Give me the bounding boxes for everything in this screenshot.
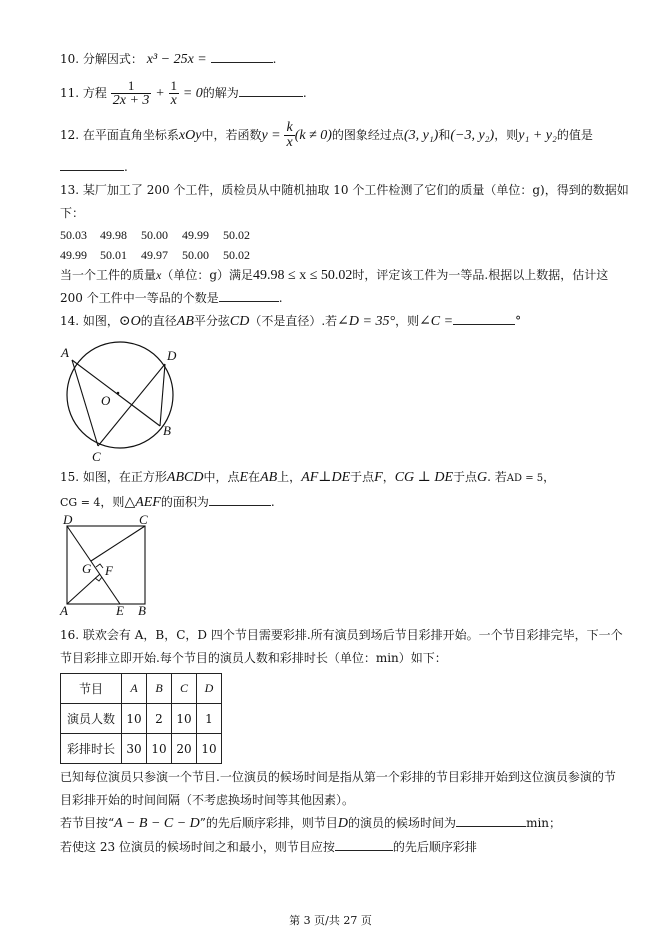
data-value: 50.00	[141, 228, 168, 242]
label-f: F	[105, 563, 113, 578]
q10-period: .	[272, 52, 277, 66]
table-row	[61, 734, 222, 764]
q13-text: 当一个工件的质量	[60, 268, 157, 282]
circle-figure	[56, 340, 186, 465]
q13-line-1: 13. 某厂加工了 200 个工件，质检员从中随机抽取 10 个工件检测了它们的质量（单位：g)，得到的数据如	[60, 183, 629, 197]
point-2: (−3, y₂)	[450, 128, 495, 143]
q15-text: 中，点	[203, 470, 240, 484]
q15-text: ，	[382, 470, 395, 484]
data-value: 49.99	[182, 228, 209, 242]
q15-text: 在	[248, 470, 261, 484]
answer-blank	[211, 50, 273, 63]
circle-symbol: ⊙O	[118, 314, 141, 329]
data-value: 49.98	[100, 228, 127, 242]
answer-blank	[453, 312, 515, 325]
question-15	[60, 468, 555, 488]
table-cell: 演员人数	[61, 704, 122, 734]
q14-text: （不是直径）.若	[249, 314, 338, 328]
variable-x: x	[156, 268, 162, 282]
table-header: B	[147, 674, 172, 704]
data-value: 50.02	[223, 248, 250, 262]
q13-line-2: 下：	[60, 206, 85, 220]
q16-line-4: 目彩排开始的时间间隔（不考虑换场时间等其他因素）。	[60, 793, 355, 807]
q11-number: 11. 方程	[60, 86, 107, 100]
answer-blank	[239, 84, 303, 97]
answer-blank	[335, 838, 393, 851]
answer-blank	[219, 289, 279, 302]
segment-cd: CD	[229, 314, 250, 329]
data-value: 49.97	[141, 248, 168, 262]
q15-text: 上，	[277, 470, 302, 484]
angle-c: ∠C =	[419, 314, 454, 329]
q12-text: 的图象经过点	[331, 128, 404, 142]
q12-text: 12. 在平面直角坐标系	[60, 128, 179, 142]
q16-line-5	[60, 814, 561, 833]
q16-line-3: 已知每位演员只参演一个节目.一位演员的候场时间是指从第一个彩排的节目彩排开始到这位演员参演的节	[60, 770, 616, 784]
label-o: O	[101, 393, 111, 408]
sum-expression: y₁ + y₂	[518, 128, 557, 143]
equals-zero: = 0	[182, 86, 203, 101]
q16-text: ”的先后顺序彩排，则节目	[199, 816, 338, 830]
point-g: G	[477, 470, 488, 485]
q16-text: min；	[526, 816, 562, 830]
table-header: 节目	[61, 674, 122, 704]
q16-text: 若使这 23 位演员的候场时间之和最小，则节目应按	[60, 840, 335, 854]
q15-text: ，	[543, 470, 556, 484]
label-b: B	[163, 423, 171, 438]
fraction	[169, 79, 180, 108]
answer-blank	[209, 493, 271, 506]
q10-expression: x³ − 25x =	[146, 52, 207, 67]
table-header: D	[197, 674, 222, 704]
table-cell: 彩排时长	[61, 734, 122, 764]
square-abcd: ABCD	[166, 470, 204, 485]
q13-text: 200 个工件中一等品的个数是	[60, 291, 219, 305]
answer-blank	[456, 814, 526, 827]
table-cell: 10	[147, 734, 172, 764]
q11-tail: 的解为	[202, 86, 239, 100]
label-c: C	[139, 513, 148, 527]
table-cell: 2	[147, 704, 172, 734]
chord-db	[160, 364, 165, 426]
table-cell: 20	[172, 734, 197, 764]
question-12-answer-line	[60, 158, 128, 176]
fraction-denominator: x	[170, 93, 177, 108]
table-row	[61, 704, 222, 734]
q16-text: 的先后顺序彩排	[392, 840, 477, 854]
function-lhs: y =	[261, 128, 281, 143]
table-header: C	[172, 674, 197, 704]
label-e: E	[116, 603, 124, 618]
degree-sign: °	[515, 314, 522, 328]
page-footer: 第 3 页/共 27 页	[289, 914, 372, 927]
q14-text: ，则	[395, 314, 420, 328]
q12-period: .	[124, 160, 128, 174]
fraction-numerator: 1	[170, 78, 178, 93]
question-10	[60, 50, 276, 69]
label-a: A	[60, 603, 68, 618]
q13-text: （单位：g）满足	[161, 268, 254, 282]
label-g: G	[82, 561, 92, 576]
q12-text: 中，若函数	[201, 128, 262, 142]
data-value: 50.01	[100, 248, 127, 262]
table-cell: 30	[122, 734, 147, 764]
label-d: D	[63, 513, 73, 527]
q10-number: 10. 分解因式：	[60, 52, 143, 66]
q15-text: 于点	[350, 470, 375, 484]
table-cell: 10	[122, 704, 147, 734]
center-point	[117, 392, 120, 395]
segment-ab: AB	[176, 314, 194, 329]
q15-text: . 若	[487, 470, 507, 484]
condition: (k ≠ 0)	[294, 128, 332, 143]
segment-ab: AB	[260, 470, 278, 485]
point-e: E	[239, 470, 249, 485]
triangle-aef: △AEF	[124, 495, 161, 510]
length-cg: CG = 4	[60, 496, 101, 509]
fraction-numerator: k	[286, 120, 293, 135]
q14-text: 的直径	[140, 314, 177, 328]
q15-text: 的面积为	[160, 495, 209, 509]
label-c: C	[92, 449, 101, 464]
coordinate-system: xOy	[178, 128, 202, 143]
data-row-1	[60, 226, 264, 244]
q11-period: .	[302, 86, 307, 100]
q14-text: 14. 如图，	[60, 314, 119, 328]
label-d: D	[167, 348, 177, 363]
perp-af-de: AF⊥DE	[301, 470, 351, 485]
fraction	[111, 79, 152, 108]
q16-text: 若节目按“	[60, 816, 115, 830]
q13-line-4	[60, 289, 283, 307]
fraction	[284, 121, 294, 150]
chord-ac	[72, 360, 98, 446]
q14-text: 平分弦	[193, 314, 230, 328]
segment-cg	[91, 526, 145, 561]
q13-period: .	[278, 291, 283, 305]
square-figure	[58, 513, 158, 618]
q12-text: 的值是	[556, 128, 593, 142]
q15-period: .	[270, 495, 275, 509]
order-sequence: A − B − C − D	[114, 816, 200, 831]
length-ad: AD = 5	[506, 473, 544, 484]
q13-line-3	[60, 266, 608, 285]
table-cell: 10	[172, 704, 197, 734]
label-b: B	[138, 603, 146, 618]
q15-text: 15. 如图，在正方形	[60, 470, 167, 484]
q16-line-6	[60, 838, 477, 856]
q16-line-1: 16. 联欢会有 A，B，C，D 四个节目需要彩排.所有演员到场后节目彩排开始。一个节目彩排完毕，下一个	[60, 628, 623, 642]
data-value: 50.02	[223, 228, 250, 242]
inequality: 49.98 ≤ x ≤ 50.02	[253, 268, 353, 283]
q15-text: ，则	[100, 495, 125, 509]
program-d: D	[337, 816, 349, 831]
question-15-line-2	[60, 493, 275, 512]
q12-text: 和	[438, 128, 451, 142]
q15-text: 于点	[453, 470, 478, 484]
table-cell: 1	[197, 704, 222, 734]
q13-text: 时，评定该工件为一等品.根据以上数据，估计这	[352, 268, 609, 282]
data-row-2	[60, 246, 264, 264]
question-11	[60, 78, 307, 109]
perp-cg-de: CG ⊥ DE	[394, 470, 453, 485]
data-value: 49.99	[60, 248, 87, 262]
table-cell: 10	[197, 734, 222, 764]
table-header-row	[61, 674, 222, 704]
point-1: (3, y₁)	[403, 128, 439, 143]
right-angle-mark-g	[96, 564, 103, 568]
angle-d: ∠D = 35°	[337, 314, 396, 329]
diameter-ab	[72, 360, 160, 426]
fraction-denominator: 2x + 3	[112, 93, 150, 108]
plus-sign: +	[155, 86, 165, 101]
data-value: 50.03	[60, 228, 87, 242]
table-header: A	[122, 674, 147, 704]
answer-blank	[60, 158, 124, 171]
label-a: A	[61, 345, 69, 360]
fraction-numerator: 1	[111, 79, 152, 94]
q16-text: 的演员的候场时间为	[348, 816, 457, 830]
fraction-denominator: x	[286, 135, 293, 150]
q12-text: ，则	[494, 128, 519, 142]
rehearsal-table	[60, 673, 222, 764]
data-value: 50.00	[182, 248, 209, 262]
question-12	[60, 120, 593, 151]
q16-line-2: 节目彩排立即开始.每个节目的演员人数和彩排时长（单位：min）如下：	[60, 651, 447, 665]
point-f: F	[374, 470, 383, 485]
question-14	[60, 312, 521, 331]
